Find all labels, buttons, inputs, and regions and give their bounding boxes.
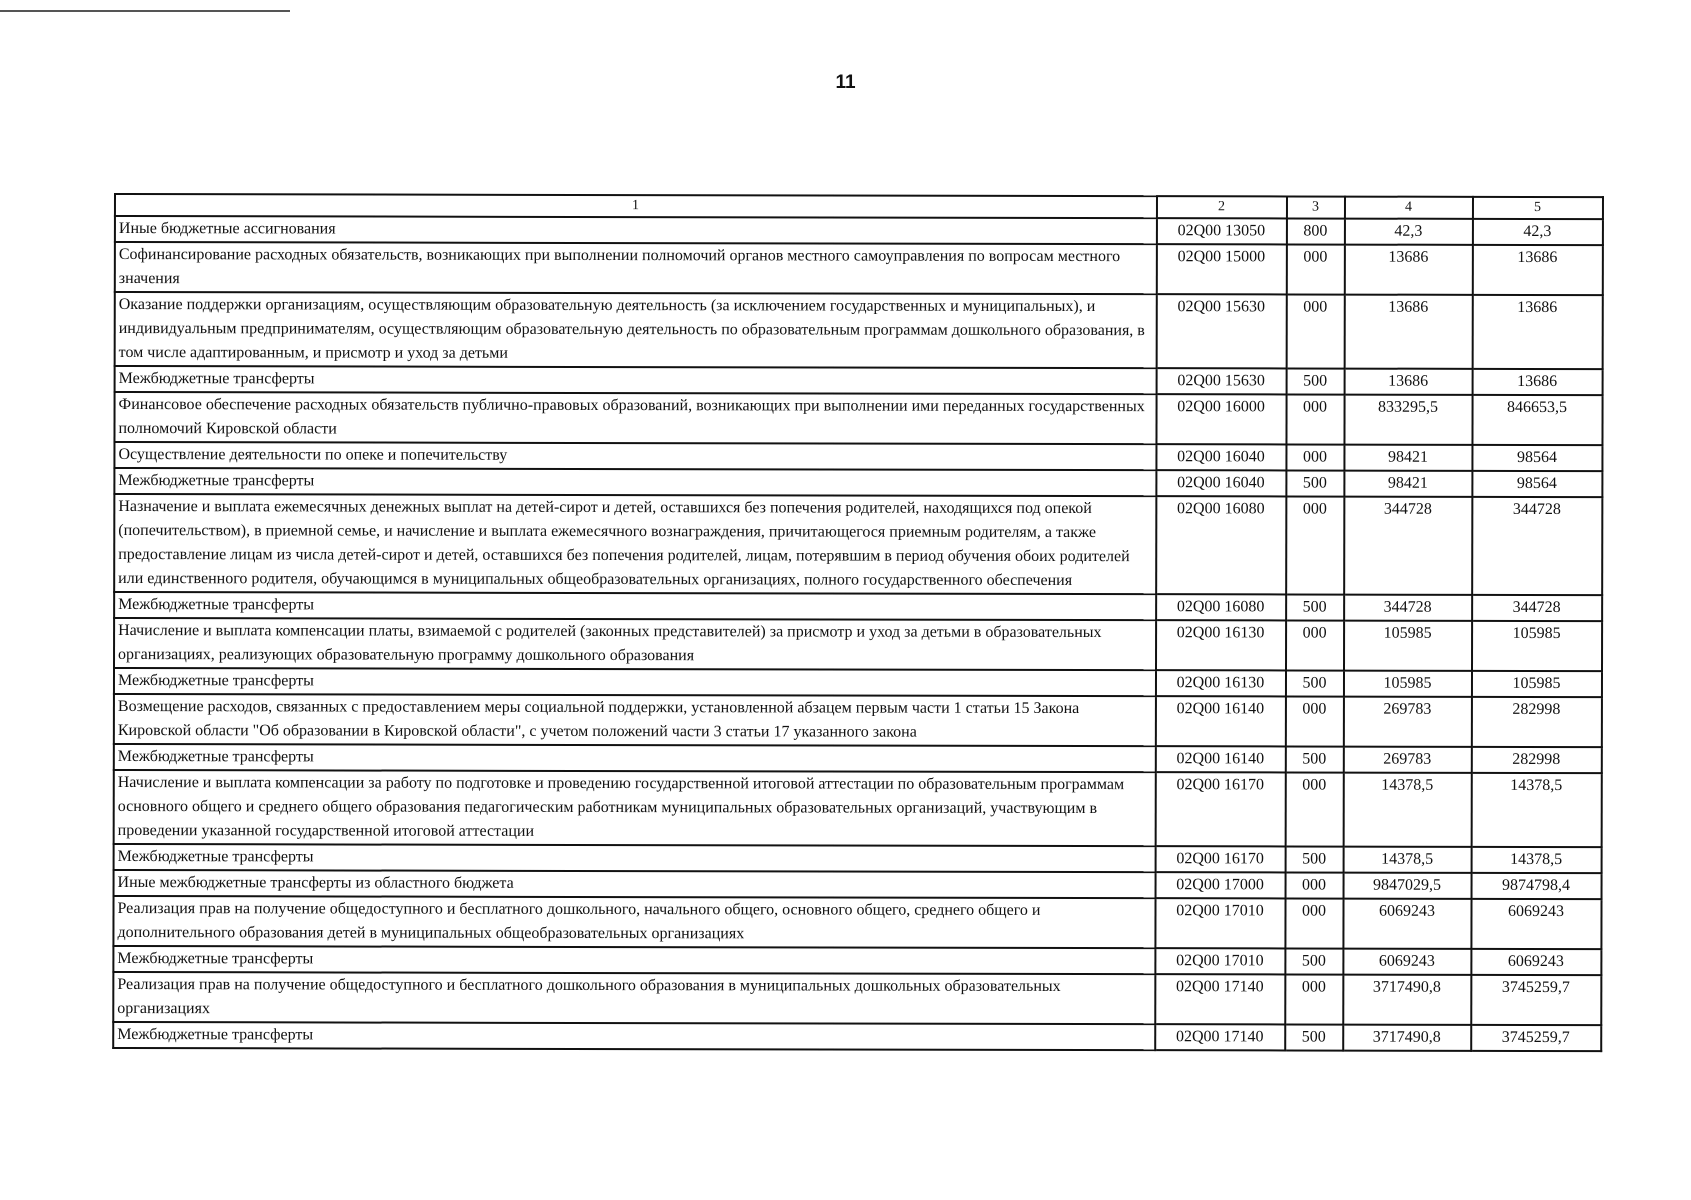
row-amount-year2: 9874798,4 <box>1472 873 1602 899</box>
header-cell-5: 5 <box>1473 197 1603 219</box>
table-row <box>114 694 1602 747</box>
row-code: 02Q00 16040 <box>1156 444 1286 470</box>
header-cell-1: 1 <box>115 194 1157 218</box>
row-expense-type: 000 <box>1287 294 1345 368</box>
table-row <box>115 216 1603 245</box>
row-amount-year1: 105985 <box>1344 621 1472 671</box>
row-expense-type: 000 <box>1286 620 1344 670</box>
row-name: Межбюджетные трансферты <box>114 592 1156 620</box>
row-amount-year1: 9847029,5 <box>1344 873 1472 899</box>
row-expense-type: 500 <box>1286 846 1344 872</box>
row-expense-type: 000 <box>1286 394 1344 444</box>
row-name: Назначение и выплата ежемесячных денежных выплат на детей-сирот и детей, оставшихся без попечения родителей, находящихся под опекой (попечительством), в приемной семье, и начисление и выплата ежемесячного вознаграждения, причитающегося приемным родителям, а также предоставление лицам из числа детей-сирот и детей, оставшихся без попечения родителей, лицам, потерявшим в период обучения обоих родителей или единственного родителя, обучающимся в муниципальных общеобразовательных организациях, полного государственного обеспечения <box>114 494 1156 594</box>
row-amount-year1: 3717490,8 <box>1343 1025 1471 1051</box>
table-row <box>114 494 1602 595</box>
header-cell-2: 2 <box>1157 196 1287 218</box>
row-amount-year2: 105985 <box>1472 621 1602 671</box>
row-amount-year1: 14378,5 <box>1344 847 1472 873</box>
row-code: 02Q00 16130 <box>1156 670 1286 696</box>
row-code: 02Q00 16130 <box>1156 620 1286 670</box>
page-number: 11 <box>835 72 856 93</box>
row-amount-year1: 42,3 <box>1345 219 1473 245</box>
table-row <box>115 242 1603 295</box>
row-code: 02Q00 17140 <box>1155 974 1285 1024</box>
row-amount-year2: 846653,5 <box>1472 395 1602 445</box>
row-amount-year2: 14378,5 <box>1472 847 1602 873</box>
row-expense-type: 000 <box>1285 974 1343 1024</box>
row-name: Оказание поддержки организациям, осуществляющим образовательную деятельность (за исключением государственных и муниципальных), и индивидуальным предпринимателям, осуществляющим образовательную деятельность по образовательным программам дошкольного образования, в том числе адаптированным, и присмотр и уход за детьми <box>115 292 1157 368</box>
row-amount-year2: 344728 <box>1472 497 1602 595</box>
row-amount-year1: 344728 <box>1344 497 1472 595</box>
row-name: Софинансирование расходных обязательств, возникающих при выполнении полномочий органов местного самоуправления по вопросам местного значения <box>115 242 1157 294</box>
row-code: 02Q00 16140 <box>1156 696 1286 746</box>
row-code: 02Q00 16170 <box>1156 846 1286 872</box>
row-name: Иные бюджетные ассигнования <box>115 216 1157 244</box>
row-amount-year1: 269783 <box>1344 747 1472 773</box>
row-amount-year2: 13686 <box>1473 295 1603 369</box>
top-rule <box>0 10 290 12</box>
row-amount-year1: 13686 <box>1345 369 1473 395</box>
row-name: Межбюджетные трансферты <box>114 468 1156 496</box>
row-code: 02Q00 15630 <box>1157 294 1287 368</box>
row-amount-year1: 13686 <box>1345 245 1473 295</box>
table-row <box>113 1022 1601 1051</box>
row-expense-type: 500 <box>1285 1024 1343 1050</box>
row-amount-year2: 6069243 <box>1471 949 1601 975</box>
table-row <box>114 442 1602 471</box>
row-expense-type: 500 <box>1286 670 1344 696</box>
header-row <box>115 194 1603 219</box>
row-expense-type: 000 <box>1287 244 1345 294</box>
row-name: Иные межбюджетные трансферты из областного бюджета <box>114 870 1156 898</box>
row-amount-year1: 105985 <box>1344 671 1472 697</box>
row-code: 02Q00 16080 <box>1156 496 1286 594</box>
row-code: 02Q00 16000 <box>1156 394 1286 444</box>
row-expense-type: 000 <box>1286 496 1344 594</box>
row-amount-year1: 3717490,8 <box>1343 975 1471 1025</box>
row-code: 02Q00 16140 <box>1156 746 1286 772</box>
row-amount-year2: 105985 <box>1472 671 1602 697</box>
row-expense-type: 000 <box>1286 696 1344 746</box>
row-amount-year2: 3745259,7 <box>1471 975 1601 1025</box>
row-amount-year2: 14378,5 <box>1472 773 1602 847</box>
row-amount-year2: 282998 <box>1472 697 1602 747</box>
row-amount-year2: 13686 <box>1473 245 1603 295</box>
row-code: 02Q00 16040 <box>1156 470 1286 496</box>
row-code: 02Q00 16080 <box>1156 594 1286 620</box>
row-name: Межбюджетные трансферты <box>113 946 1155 974</box>
table-row <box>113 896 1601 949</box>
table-row <box>114 870 1602 899</box>
row-code: 02Q00 15000 <box>1157 244 1287 294</box>
row-name: Межбюджетные трансферты <box>114 844 1156 872</box>
row-name: Реализация прав на получение общедоступного и бесплатного дошкольного образования в муниципальных дошкольных образовательных организациях <box>113 972 1155 1024</box>
row-amount-year2: 42,3 <box>1473 219 1603 245</box>
row-name: Финансовое обеспечение расходных обязательств публично-правовых образований, возникающих при выполнении ими переданных государственных полномочий Кировской области <box>114 392 1156 444</box>
row-code: 02Q00 17000 <box>1156 872 1286 898</box>
table-body <box>113 216 1603 1051</box>
row-expense-type: 500 <box>1286 594 1344 620</box>
row-amount-year2: 3745259,7 <box>1471 1025 1601 1051</box>
budget-table <box>112 193 1604 1052</box>
header-cell-3: 3 <box>1287 196 1345 218</box>
row-name: Осуществление деятельности по опеке и попечительству <box>114 442 1156 470</box>
row-expense-type: 500 <box>1286 470 1344 496</box>
row-name: Начисление и выплата компенсации платы, взимаемой с родителей (законных представителей) за присмотр и уход за детьми в образовательных организациях, реализующих образовательную программу дошкольного образования <box>114 618 1156 670</box>
row-code: 02Q00 17010 <box>1155 948 1285 974</box>
table-row <box>114 844 1602 873</box>
table-row <box>114 392 1602 445</box>
table-row <box>115 292 1603 369</box>
row-code: 02Q00 13050 <box>1157 218 1287 244</box>
row-amount-year1: 269783 <box>1344 697 1472 747</box>
table-row <box>115 366 1603 395</box>
row-amount-year1: 14378,5 <box>1344 773 1472 847</box>
row-name: Межбюджетные трансферты <box>113 1022 1155 1050</box>
row-amount-year2: 6069243 <box>1471 899 1601 949</box>
row-expense-type: 000 <box>1286 872 1344 898</box>
row-code: 02Q00 15630 <box>1157 368 1287 394</box>
row-name: Межбюджетные трансферты <box>115 366 1157 394</box>
row-code: 02Q00 17140 <box>1155 1024 1285 1050</box>
table-row <box>114 468 1602 497</box>
row-name: Межбюджетные трансферты <box>114 668 1156 696</box>
row-amount-year2: 344728 <box>1472 595 1602 621</box>
row-expense-type: 000 <box>1285 898 1343 948</box>
table-row <box>114 770 1602 847</box>
row-expense-type: 000 <box>1286 772 1344 846</box>
row-expense-type: 800 <box>1287 218 1345 244</box>
row-expense-type: 000 <box>1286 444 1344 470</box>
table-row <box>114 592 1602 621</box>
row-amount-year2: 98564 <box>1472 471 1602 497</box>
row-amount-year2: 98564 <box>1472 445 1602 471</box>
row-expense-type: 500 <box>1285 948 1343 974</box>
row-amount-year1: 6069243 <box>1343 899 1471 949</box>
table-row <box>114 618 1602 671</box>
row-name: Реализация прав на получение общедоступного и бесплатного дошкольного, начального общего, основного общего, среднего общего и дополнительного образования детей в муниципальных общеобразовательных организациях <box>113 896 1155 948</box>
table-row <box>113 946 1601 975</box>
row-amount-year1: 833295,5 <box>1344 395 1472 445</box>
row-name: Начисление и выплата компенсации за работу по подготовке и проведению государственной итоговой аттестации по образовательным программам основного общего и среднего общего образования педагогическим работникам муниципальных образовательных организаций, участвующим в проведении указанной государственной итоговой аттестации <box>114 770 1156 846</box>
row-amount-year1: 98421 <box>1344 471 1472 497</box>
row-amount-year2: 13686 <box>1473 369 1603 395</box>
row-amount-year1: 13686 <box>1345 295 1473 369</box>
row-amount-year1: 98421 <box>1344 445 1472 471</box>
table-row <box>113 972 1601 1025</box>
table-row <box>114 668 1602 697</box>
row-expense-type: 500 <box>1286 746 1344 772</box>
row-code: 02Q00 16170 <box>1156 772 1286 846</box>
row-amount-year2: 282998 <box>1472 747 1602 773</box>
table-row <box>114 744 1602 773</box>
header-cell-4: 4 <box>1345 197 1473 219</box>
row-name: Возмещение расходов, связанных с предоставлением меры социальной поддержки, установленной абзацем первым части 1 статьи 15 Закона Кировской области "Об образовании в Кировской области", с учетом положений части 3 статьи 17 указанного закона <box>114 694 1156 746</box>
row-expense-type: 500 <box>1287 368 1345 394</box>
row-name: Межбюджетные трансферты <box>114 744 1156 772</box>
row-code: 02Q00 17010 <box>1155 898 1285 948</box>
row-amount-year1: 6069243 <box>1343 949 1471 975</box>
row-amount-year1: 344728 <box>1344 595 1472 621</box>
